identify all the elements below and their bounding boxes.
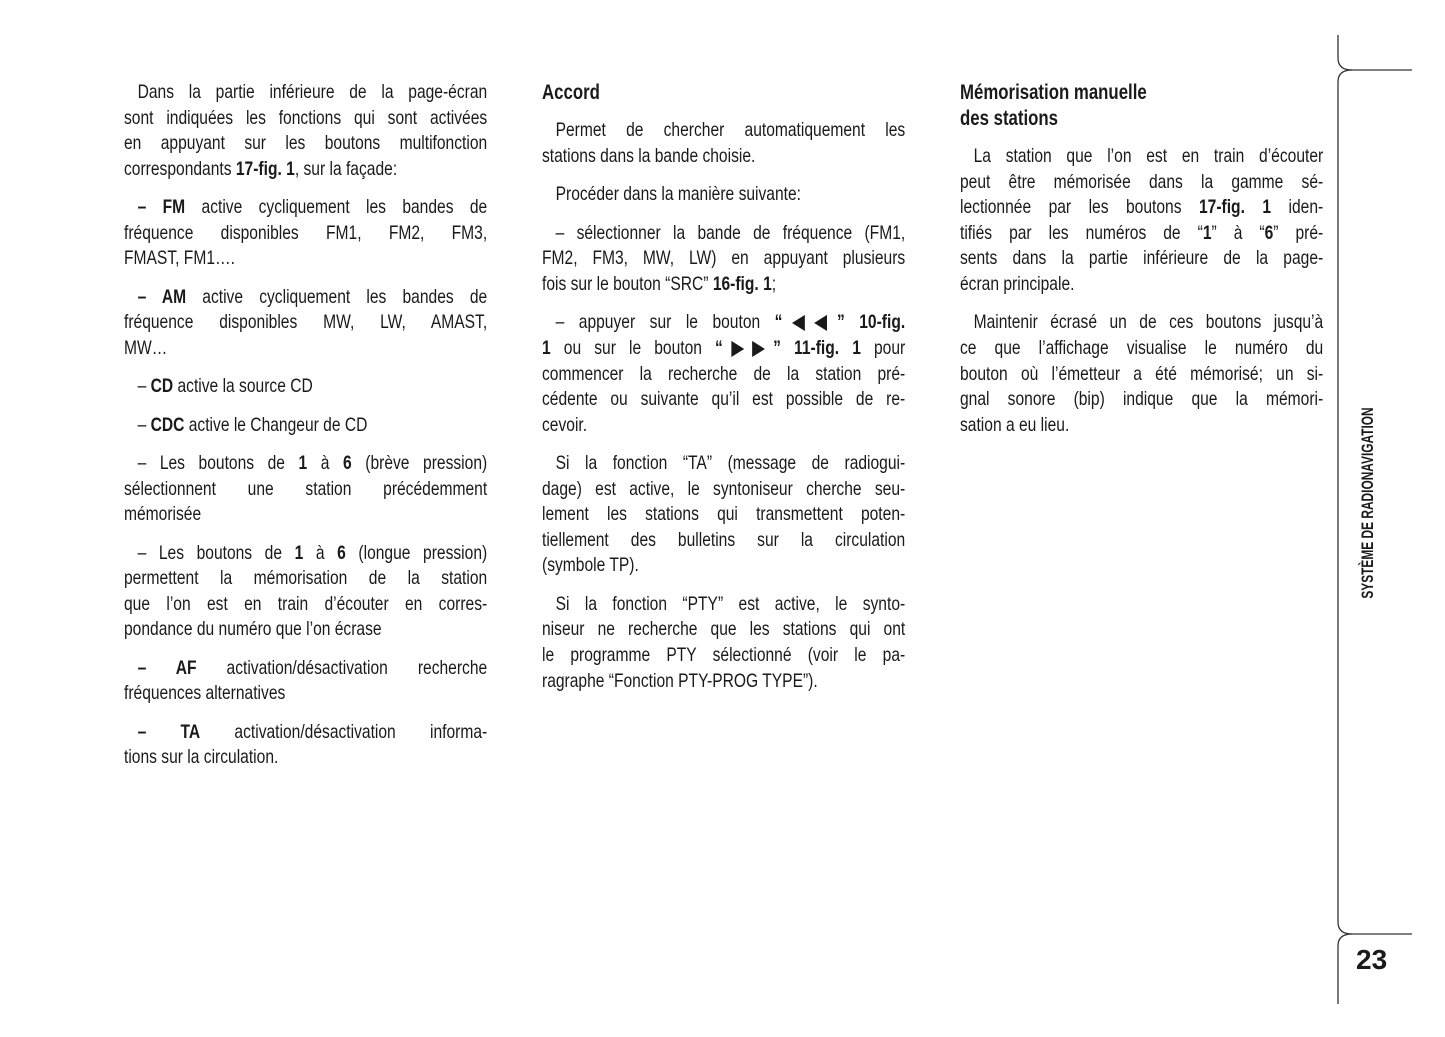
text: Maintenir écrasé un de ces boutons jusqu’à <box>973 311 1324 334</box>
text: ” pré- <box>1273 221 1324 244</box>
bold-text: 1 <box>294 541 304 564</box>
text: sélectionnent une station précédemment <box>124 477 488 500</box>
bold-text: 6 <box>337 541 346 564</box>
text: fréquences alternatives <box>124 682 286 705</box>
text: bouton où l’émetteur a été mémorisé; un si- <box>960 362 1324 385</box>
text: (symbole TP). <box>542 554 639 577</box>
text: Si la fonction “PTY” est active, le synto- <box>555 592 906 615</box>
text: active cycliquement les bandes de <box>186 285 488 308</box>
bold-text: 17-fig. 1 <box>1198 196 1272 219</box>
text: ; <box>771 272 777 295</box>
text: sation a eu lieu. <box>960 413 1070 436</box>
text: MW… <box>124 336 168 359</box>
text: activation/désactivation recherche <box>196 656 488 679</box>
text: que l’on est en train d’écouter en corres- <box>124 592 488 615</box>
text: fréquence disponibles FM1, FM2, FM3, <box>124 221 488 244</box>
text: Mémorisation manuelle <box>960 81 1147 104</box>
text: sont indiquées les fonctions qui sont activées <box>124 106 488 129</box>
text: activation/désactivation informa- <box>200 720 488 743</box>
text: FM2, FM3, MW, LW) en appuyant plusieurs <box>542 247 906 270</box>
text: FMAST, FM1…. <box>124 247 235 270</box>
text: – Les boutons de <box>137 541 295 564</box>
text: niseur ne recherche que les stations qui ont <box>542 618 906 641</box>
bold-text: 6 <box>343 452 352 475</box>
text: La station que l’on est en train d’écouter <box>973 144 1324 167</box>
text: mémorisée <box>124 503 202 526</box>
text: écran principale. <box>960 272 1075 295</box>
text: à <box>307 452 344 475</box>
bold-text: 16-fig. 1 <box>712 272 772 295</box>
text: pondance du numéro que l’on écrase <box>124 618 382 641</box>
text: à <box>303 541 338 564</box>
text: ragraphe “Fonction PTY-PROG TYPE”). <box>542 669 818 692</box>
text: iden- <box>1271 196 1324 219</box>
text: tions sur la circulation. <box>124 746 279 769</box>
section-title: SYSTÈME DE RADIONAVIGATION <box>1358 407 1377 599</box>
text: fréquence disponibles MW, LW, AMAST, <box>124 311 488 334</box>
text: permettent la mémorisation de la station <box>124 567 488 590</box>
text: tifiés par les numéros de “ <box>960 221 1203 244</box>
text: lement les stations qui transmettent poten- <box>542 503 906 526</box>
bold-text: “▶▶” 11-fig. 1 <box>715 336 861 359</box>
text: cédente ou suivante qu’il est possible de re- <box>542 388 906 411</box>
bold-text: – FM <box>137 196 186 219</box>
text: active la source CD <box>173 375 313 398</box>
bold-text: 1 <box>1202 221 1212 244</box>
text: , sur la façade: <box>294 157 398 180</box>
text: – sélectionner la bande de fréquence (FM1, <box>555 221 906 244</box>
bold-text: – AM <box>137 285 187 308</box>
text: – <box>137 375 151 398</box>
bold-text: 17-fig. 1 <box>235 157 295 180</box>
text: le programme PTY sélectionné (voir le pa- <box>542 644 906 667</box>
text: gnal sonore (bip) indique que la mémori- <box>960 388 1324 411</box>
page-number: 23 <box>1356 944 1388 975</box>
text: Si la fonction “TA” (message de radiogui- <box>555 452 906 475</box>
bold-text: 1 <box>542 336 551 359</box>
bold-text: CD <box>150 375 174 398</box>
text: correspondants <box>124 157 236 180</box>
text: Accord <box>542 81 600 104</box>
text: – appuyer sur le bouton <box>555 311 775 334</box>
text: commencer la recherche de la station pré- <box>542 362 906 385</box>
text: – Les boutons de <box>137 452 299 475</box>
bold-text: “◀◀” 10-fig. <box>774 311 906 334</box>
bold-text: 6 <box>1264 221 1274 244</box>
text: peut être mémorisée dans la gamme sé- <box>960 170 1324 193</box>
text: – <box>137 413 151 436</box>
text: ou sur le bouton <box>550 336 716 359</box>
text: dage) est active, le syntoniseur cherche seu- <box>542 477 906 500</box>
text: lectionnée par les boutons <box>960 196 1199 219</box>
text: active le Changeur de CD <box>184 413 368 436</box>
text: des stations <box>960 106 1059 130</box>
text: stations dans la bande choisie. <box>542 144 756 167</box>
text: active cycliquement les bandes de <box>185 196 488 219</box>
text: Permet de chercher automatiquement les <box>555 119 906 142</box>
text: en appuyant sur les boutons multifonction <box>124 132 488 155</box>
text: fois sur le bouton “SRC” <box>542 272 713 295</box>
text: Procéder dans la manière suivante: <box>555 183 802 206</box>
text: (brève pression) <box>351 452 488 475</box>
bold-text: – AF <box>137 656 197 679</box>
text: cevoir. <box>542 413 588 436</box>
text: (longue pression) <box>345 541 488 564</box>
bold-text: 1 <box>298 452 308 475</box>
bold-text: – TA <box>137 720 201 743</box>
text: sents dans la partie inférieure de la page- <box>960 247 1324 270</box>
text: ce que l’affichage visualise le numéro du <box>960 336 1324 359</box>
text: tiellement des bulletins sur la circulation <box>542 528 906 551</box>
text: Dans la partie inférieure de la page-écran <box>137 81 488 103</box>
bold-text: CDC <box>150 413 185 436</box>
text: pour <box>860 336 906 359</box>
text: ” à “ <box>1211 221 1265 244</box>
